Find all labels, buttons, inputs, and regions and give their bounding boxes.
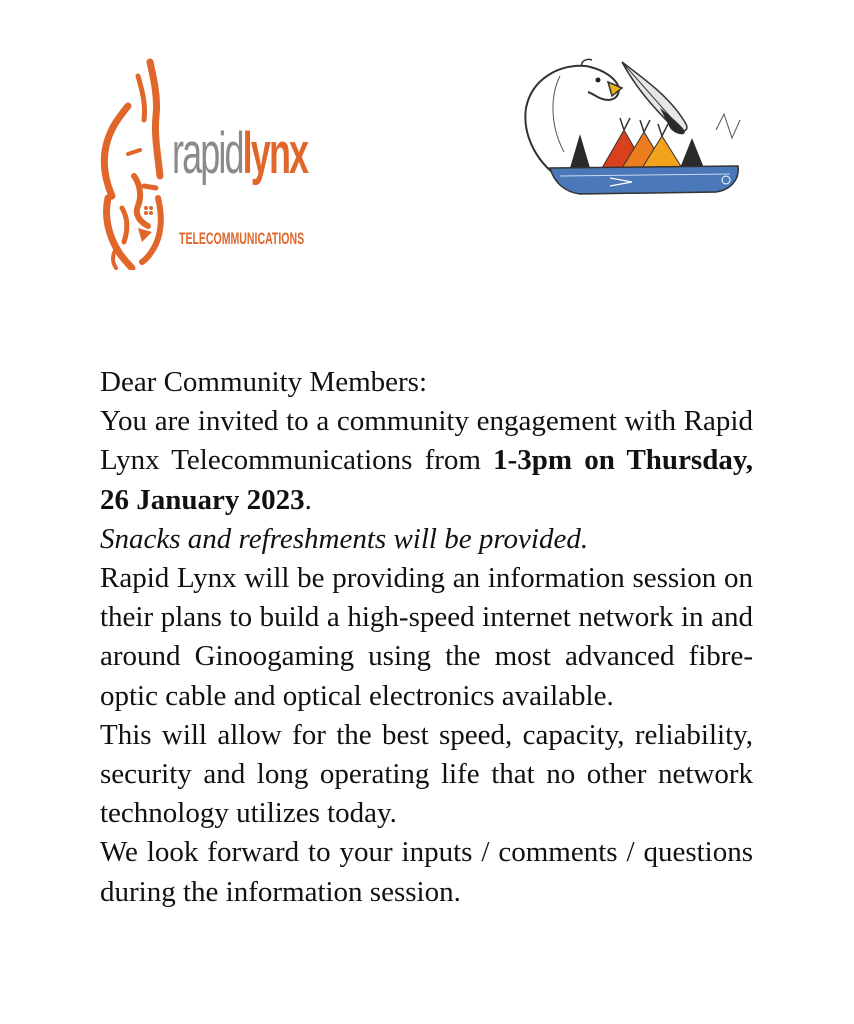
rapid-lynx-logo [98, 58, 313, 273]
logo-tagline: TELECOMMUNICATIONS [179, 229, 305, 248]
salutation: Dear Community Members: [100, 366, 428, 398]
lynx-head-icon [98, 58, 170, 270]
benefits-paragraph: This will allow for the best speed, capacity, reliability, security and long operating life that no other network technology utilizes today. [100, 718, 753, 830]
refreshments-note: Snacks and refreshments will be provided. [100, 522, 589, 555]
invitation-letter [100, 363, 753, 912]
invite-end: . [304, 483, 312, 516]
invite-text: You are invited to a community engagement with Rapid Lynx Telecommunications from [100, 405, 753, 477]
eagle-canoe-emblem-icon [520, 56, 750, 202]
wordmark-lynx: lynx [242, 121, 308, 186]
invitation-paragraph [100, 402, 753, 520]
closing-paragraph: We look forward to your inputs / comments / questions during the information session. [100, 836, 753, 908]
wordmark-rapid: rapid [172, 121, 243, 186]
session-paragraph: Rapid Lynx will be providing an information session on their plans to build a high-speed internet network in and around Ginoogaming using the most advanced fibre-optic cable and optical electronics available. [100, 562, 753, 712]
event-time: 1-3pm on Thursday, 26 January 2023 [100, 444, 753, 516]
rapid-lynx-wordmark [172, 121, 308, 186]
